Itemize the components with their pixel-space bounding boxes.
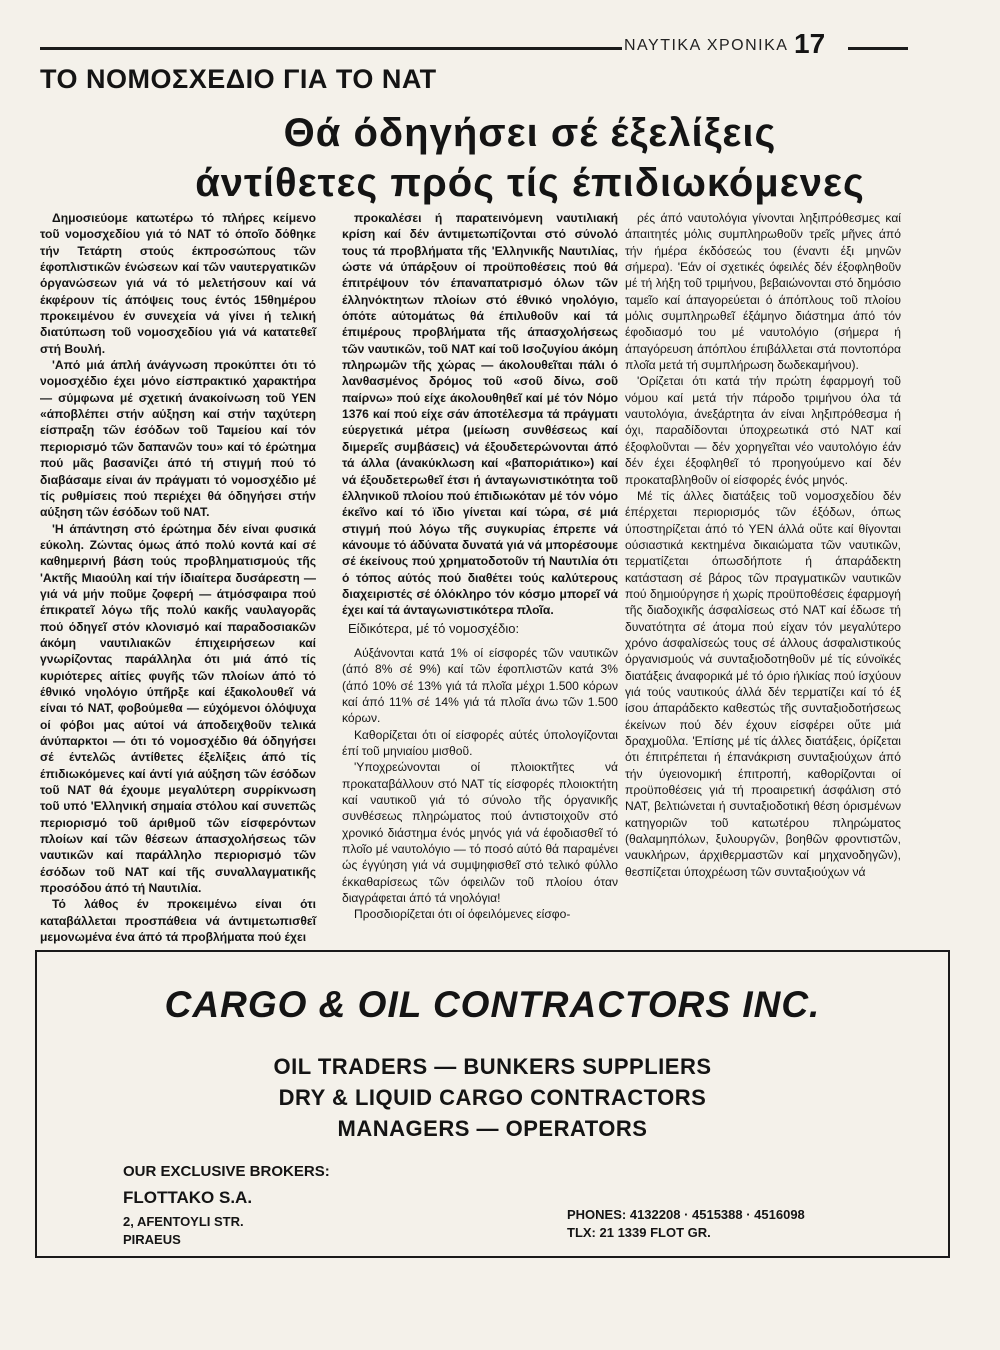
article-column-2	[342, 210, 618, 923]
paragraph: Δημοσιεύομε κατωτέρω τό πλήρες κείμενο τοῦ νομοσχεδίου γιά τό ΝΑΤ τό όποῖο δόθηκε τήν Τετάρτη στούς έκπροσώπους τῶν έφοπλιστικῶν ένώσεων καί τῶν ναυτεργατικῶν όργανώσεων γιά νά τό μελετήσουν καί νά έκφέρουν τίς άπόψεις τους έντός 15θημέρου προκειμένου έν συνεχεία νά γίνει ή τελική διατύπωση τοῦ νομοσχεδίου γιά νά κατατεθεῖ στή Βουλή.	[40, 211, 316, 356]
paragraph: 'Ορίζεται ότι κατά τήν πρώτη έφαρμογή τοῦ νόμου καί μετά τήν πάροδο τριμήνου όλα τά ναυτολόγια, άνεξάρτητα άν είναι ληξιπρόθεσμα ή όχι, παραδίδονται ύποχρεωτικά στό ΝΑΤ καί έξοφλοῦνται — δέν χορηγεῖται νέο ναυτολόγιο έάν δέν έχει έξοφληθεῖ τό προηγούμενο καί δέν προκαταβληθοῦν οί είσφορές ένός μηνός.	[625, 374, 901, 487]
paragraph: 'Υποχρεώνονται οί πλοιοκτῆτες νά προκαταβάλλουν στό ΝΑΤ τίς είσφορές πλοιοκτήτη καί ναυτικοῦ γιά τό σύνολο τῆς όργανικῆς συνθέσεως πληρώματος πού άντιστοιχοῦν στό χρονικό διάστημα ένός μηνός γιά νά έφοδιασθεῖ τό πλοῖο μέ ναυτολόγιο — τό ποσό αύτό θά παραμένει ώς έγγύηση γιά νά συμψηφισθεῖ στό τελικό φύλλο έκκαθαρίσεως τῶν όφειλῶν τοῦ πλοίου όταν διαγράφεται άπό τά νηολόγια!	[342, 760, 618, 906]
article-column-1	[40, 210, 316, 945]
article-headline	[100, 108, 960, 208]
article-column-3	[625, 210, 901, 880]
advertisement-box	[35, 950, 950, 1258]
paragraph: Προσδιορίζεται ότι οί όφειλόμενες είσφο-	[354, 907, 571, 922]
ad-address-city: PIRAEUS	[123, 1232, 181, 1247]
section-intro: Είδικότερα, μέ τό νομοσχέδιο:	[348, 620, 520, 636]
ad-broker-name: FLOTTAKO S.A.	[123, 1188, 253, 1207]
article-kicker: ΤΟ ΝΟΜΟΣΧΕΔΙΟ ΓΙΑ ΤΟ ΝΑΤ	[40, 64, 437, 94]
paragraph: 'Από μιά άπλή άνάγνωση προκύπτει ότι τό νομοσχέδιο έχει μόνο είσπρακτικό χαρακτήρα — σύμφωνα μέ σχετική άνακοίνωση τοῦ ΥΕΝ «άποβλέπει στήν αύξηση καί στήν ταχύτερη είσπραξη τῶν έσόδων τοῦ Ταμείου καί τόν περιορισμό τῶν δαπανῶν του» καί τό έρώτημα πού μᾶς βασανίζει άπό τή στιγμή πού τό διαβάσαμε είναι άν πράγματι τό νομοσχέδιο μέ τίς ρυθμίσεις πού περιέχει θά όδηγήσει στήν αύξηση τῶν έσόδων τοῦ ΝΑΤ.	[40, 358, 316, 520]
paragraph: Μέ τίς άλλες διατάξεις τοῦ νομοσχεδίου δέν έπέρχεται περιορισμός τῶν έξόδων, όπως ύποστηρίζεται άπό τό ΥΕΝ άλλά οὔτε καί θίγονται ούσιαστικά κεκτημένα δικαιώματα τῶν ναυτικῶν, τερματίζεται όπωσδήποτε ή άπαράδεκτη κατάσταση σέ βάρος τῶν πραγματικῶν ναυτικῶν πού δημιούργησε ή χωρίς προϋποθέσεις έφαρμογή τῆς διαδοχικῆς άσφαλίσεως στό ΝΑΤ καί έδωσε τή δυνατότητα σέ άτομα πού είχαν τόν μεγαλύτερο χρόνο άσφαλίσεώς τους σέ άλλους άσφαλιστικούς όργανισμούς νά συνταξιοδοτηθοῦν μέ τίς εύνοϊκές διατάξεις άναφορικά μέ τό όριο ήλικίας πού ίσχύουν γιά τούς ναυτικούς άλλά δέν τερματίζει καί τό έξ ίσου άπαράδεκτο καθεστώς τῆς συνταξιοδοτήσεως έκείνων πού δέν έχουν είσφέρει οὔτε μιά δραχμοῦλα. 'Επίσης μέ τίς άλλες διατάξεις, όρίζεται ότι έπιτρέπεται ή έπανάκριση συνταξιούχων άπό τήν ύγειονομική έπιτροπή, καθορίζονται οί προϋποθέσεις γιά τή προαιρετική άσφάλιση στό ΝΑΤ, βελτιώνεται ή συνταξιοδοτική θέση όρισμένων κατηγοριῶν τοῦ κατωτέρου πληρώματος (θαλαμηπόλων, ξυλουργῶν, βοηθῶν φροντιστῶν, ναυκλήρων, άρχιθερμαστῶν καί μηχανοδηγῶν), θεσπίζεται ύποχρέωση τῶν συνταξιούχων νά	[625, 488, 901, 879]
ad-company-name: CARGO & OIL CONTRACTORS INC.	[164, 984, 821, 1025]
ad-service-line: OIL TRADERS — BUNKERS SUPPLIERS	[273, 1054, 712, 1079]
masthead-rule	[40, 47, 622, 50]
paragraph: Καθορίζεται ότι οί είσφορές αύτές ύπολογίζονται έπί τοῦ μηνιαίου μισθοῦ.	[342, 727, 618, 758]
ad-service-line: MANAGERS — OPERATORS	[337, 1116, 648, 1141]
paragraph: προκαλέσει ή παρατεινόμενη ναυτιλιακή κρίση καί δέν άντιμετωπίζονται στό σύνολό τους τά προβλήματα τῆς 'Ελληνικῆς Ναυτιλίας, ώστε νά ύπάρξουν οί προϋποθέσεις πού θά έπιτρέψουν τόν έπαναπατρισμό όλων τῶν έλληνόκτητων πλοίων στό έθνικό νηολόγιο, όπότε αύτομάτως θά έπιλυθοῦν καί τά έπιμέρους προβλήματα τῆς άπασχολήσεως τῶν ναυτικῶν, τοῦ ΝΑΤ καί τοῦ Ισοζυγίου άκόμη πληρωμῶν τῆς χώρας — άκολουθεῖται πάλι ό λανθασμένος δρόμος τοῦ «σοῦ δίνω, σοῦ παίρνω» πού είχε άκολουθηθεῖ καί μέ τόν Νόμο 1376 καί πού είχε σάν άποτέλεσμα τά πράγματι εύεργετικά μέτρα (μείωση συνθέσεως καί διμερεῖς συμβάσεις) νά έξουδετερώνονται άπό τά άλλα (άνακύκλωση καί «βαποριάτικο») καί νά έξουδετερωθεῖ έτσι ή άνταγωνιστικότητα τοῦ έλληνικοῦ πλοίου πού έπιδιωκόταν μέ τόν νόμο έκεῖνο καί τό ϊδιο γίνεται καί τώρα, σέ μιά στιγμή πού λόγω τῆς συγκυρίας έπρεπε νά κάνουμε τό άδύνατα δυνατά γιά νά μπορέσουμε σέ έκείνους πού χρηματοδοτοῦν τή Ναυτιλία ότι ό τόπος αύτός πού διαθέτει τούς καλύτερους διαχειριστές σέ όλόκληρο τόν κόσμο μπορεῖ νά έχει καί τά άνταγωνιστικότερα πλοῖα.	[342, 211, 618, 618]
paragraph: ρές άπό ναυτολόγια γίνονται ληξιπρόθεσμες καί άπαιτητές μόλις συμπληρωθοῦν τρεῖς μῆνες άπό τήν ήμέρα έκδόσεώς του (έναντι έξι μηνῶν σήμερα). 'Εάν οί σχετικές όφειλές δέν έξοφληθοῦν μέ τή λήξη τοῦ τριμήνου, βεβαιώνονται στό δημόσιο ταμεῖο καί άπαγορεύεται ό άπόπλους τοῦ πλοίου μόλις συμπληρωθεῖ έξάμηνο διάστημα άπό τόν έφοδιασμό του μέ ναυτολόγιο (σήμερα ή άπαγόρευση άπόπλου έπιβάλλεται στά ποντοπόρα πλοῖα μετά τή συμπλήρωση δωδεκαμήνου).	[625, 211, 901, 373]
headline-line-1: Θά όδηγήσει σέ έξελίξεις	[283, 111, 777, 155]
ad-service-line: DRY & LIQUID CARGO CONTRACTORS	[278, 1085, 707, 1110]
paragraph: Τό λάθος έν προκειμένω είναι ότι καταβάλλεται προσπάθεια νά άντιμετωπισθεῖ μεμονωμένα ένα άπό τά προβλήματα πού έχει	[40, 897, 316, 945]
masthead-rule-right	[848, 47, 908, 50]
headline-line-2: άντίθετες πρός τίς έπιδιωκόμενες	[195, 161, 865, 205]
ad-phones: PHONES: 4132208 · 4515388 · 4516098	[567, 1207, 805, 1222]
ad-telex: TLX: 21 1339 FLOT GR.	[567, 1225, 711, 1240]
ad-brokers-label: OUR EXCLUSIVE BROKERS:	[123, 1163, 330, 1180]
paragraph: 'Η άπάντηση στό έρώτημα δέν είναι φυσικά εύκολη. Ζώντας όμως άπό πολύ κοντά καί σέ καθημερινή βάση τούς προβληματισμούς τῆς 'Ακτῆς Μιαούλη καί τήν ίδιαίτερα δυσάρεστη — γιά νά μήν ποῦμε ζοφερή — άτμόσφαιρα πού έπικρατεῖ λόγω τῆς πολύ κακῆς ναυλαγορᾶς πού όδηγεῖ στόν κλονισμό καί παραδοσιακῶν άκόμη ναυτιλιακῶν έπιχειρήσεων καί γνωρίζοντας παράλληλα ότι μιά άπό τίς κυριότερες αίτίες φυγῆς τῶν πλοίων άπό τό έθνικό νηολόγιο ύπῆρξε καί έξακολουθεῖ νά είναι τό ΝΑΤ, φοβούμεθα — εύχόμενοι όλόψυχα οί φόβοι μας αύτοί νά άποδειχθοῦν τελικά άνύπαρκτοι — ότι τό νομοσχέδιο θά όδηγήσει σέ έντελῶς άντίθετες έξελίξεις άπό τίς έπιδιωκόμενες καί άντί γιά αύξηση τῶν έσόδων τοῦ ΝΑΤ θά έχουμε μεγαλύτερη συρρίκνωση τοῦ υπό 'Ελληνική σημαία στόλου καί συνεπῶς περιορισμό τοῦ άριθμοῦ τῶν είσφερόντων πλοίων καί τῶν θέσεων άπασχολήσεως τῶν ναυτικῶν καί παράλληλο περιορισμό τῶν έσόδων τοῦ ΝΑΤ καί τῆς συναλλαγματικῆς προσόδου άπό τή Ναυτιλία.	[40, 521, 316, 896]
paragraph: Αύξάνονται κατά 1% οί είσφορές τῶν ναυτικῶν (άπό 8% σέ 9%) καί τῶν έφοπλιστῶν κατά 3% (άπό 10% σέ 13% γιά τά πλοῖα μέχρι 1.500 κόρων καί άπό 11% σέ 14% γιά τά πλοῖα άνω τῶν 1.500 κόρων.	[342, 645, 618, 726]
magazine-name: ΝΑΥΤΙΚΑ ΧΡΟΝΙΚΑ	[624, 37, 789, 54]
ad-address-street: 2, AFENTOYLI STR.	[123, 1214, 244, 1229]
page-number: 17	[794, 28, 826, 59]
